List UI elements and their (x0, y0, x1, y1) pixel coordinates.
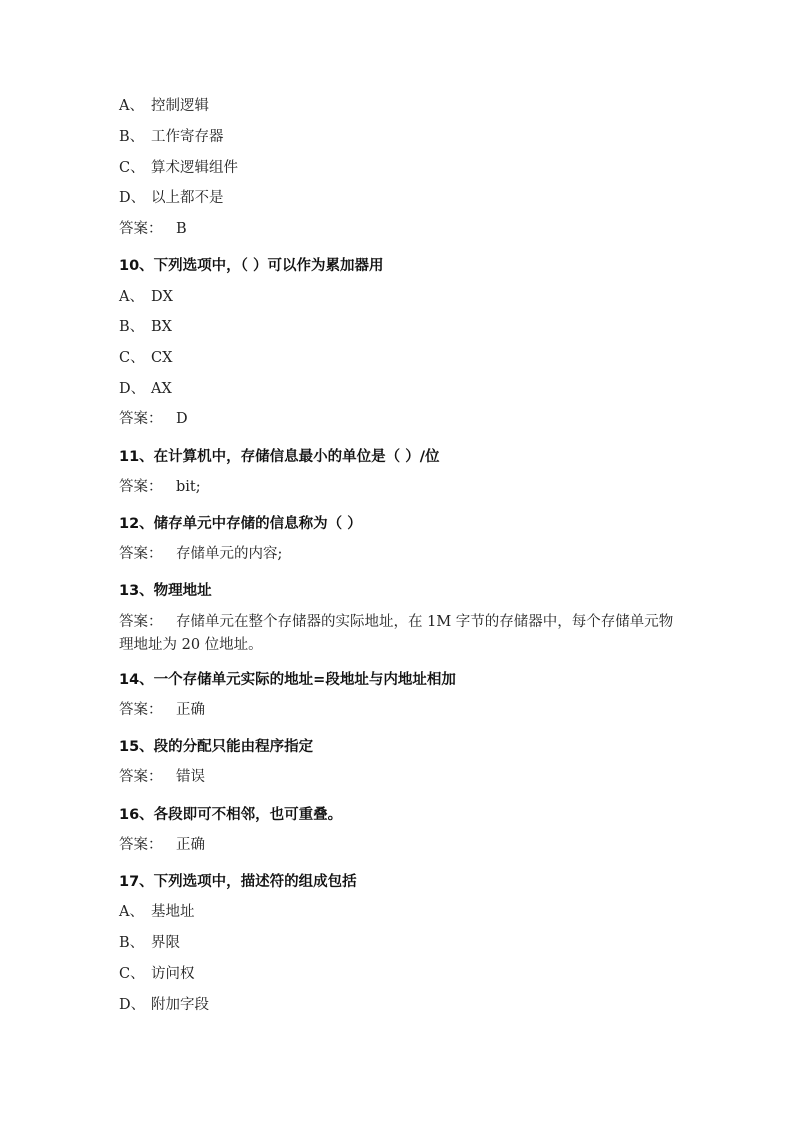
answer (119, 477, 201, 497)
answer (119, 409, 188, 429)
option-label: A、 (119, 289, 144, 305)
option-text: AX (151, 381, 172, 397)
option-label: B、 (119, 319, 145, 335)
option-b (119, 317, 172, 337)
answer (119, 219, 187, 239)
option-label: A、 (119, 904, 144, 920)
option-text: 访问权 (151, 966, 195, 982)
option-b (119, 127, 224, 147)
answer-label: 答案： (119, 221, 163, 237)
question-17: 17、下列选项中，描述符的组成包括 (119, 874, 357, 890)
option-label: C、 (119, 966, 145, 982)
option-c (119, 158, 238, 178)
option-c (119, 964, 195, 984)
option-label: D、 (119, 190, 146, 206)
answer-label: 答案： (119, 837, 163, 853)
answer-label: 答案： (119, 546, 163, 562)
option-a (119, 287, 173, 307)
option-text: BX (151, 319, 172, 335)
option-label: A、 (119, 98, 144, 114)
option-text: DX (151, 289, 173, 305)
option-text: 算术逻辑组件 (151, 160, 238, 176)
answer-label: 答案： (119, 769, 163, 785)
option-a (119, 96, 209, 116)
option-label: D、 (119, 381, 146, 397)
question-10: 10、下列选项中，（ ）可以作为累加器用 (119, 258, 384, 274)
answer-text: bit; (176, 479, 201, 495)
option-d (119, 188, 224, 208)
option-a (119, 902, 195, 922)
answer-label: 答案： (119, 614, 163, 630)
option-b (119, 933, 180, 953)
answer (119, 544, 282, 564)
answer-text: B (176, 221, 187, 237)
answer (119, 700, 205, 720)
answer (119, 835, 205, 855)
question-13: 13、物理地址 (119, 583, 212, 599)
option-text: 附加字段 (151, 997, 209, 1013)
option-text: 工作寄存器 (151, 129, 224, 145)
option-text: 以上都不是 (151, 190, 224, 206)
option-label: C、 (119, 160, 145, 176)
answer-label: 答案： (119, 479, 163, 495)
answer-label: 答案： (119, 702, 163, 718)
answer-label: 答案： (119, 411, 163, 427)
option-text: CX (151, 350, 173, 366)
option-d (119, 995, 209, 1015)
option-label: B、 (119, 129, 145, 145)
question-14: 14、一个存储单元实际的地址=段地址与内地址相加 (119, 672, 456, 688)
option-text: 控制逻辑 (151, 98, 209, 114)
option-d (119, 379, 172, 399)
answer (119, 767, 205, 787)
question-15: 15、段的分配只能由程序指定 (119, 739, 314, 755)
option-text: 基地址 (151, 904, 195, 920)
answer-multiline (119, 611, 679, 657)
option-text: 界限 (151, 935, 180, 951)
option-label: C、 (119, 350, 145, 366)
question-16: 16、各段即可不相邻，也可重叠。 (119, 807, 343, 823)
answer-text: 正确 (176, 837, 205, 853)
answer-text: 存储单元在整个存储器的实际地址，在 1M 字节的存储器中，每个存储单元物理地址为 20 位地址。 (119, 614, 674, 653)
question-12: 12、储存单元中存储的信息称为（ ） (119, 516, 362, 532)
option-label: B、 (119, 935, 145, 951)
answer-text: 存储单元的内容; (176, 546, 283, 562)
answer-text: D (176, 411, 188, 427)
answer-text: 错误 (176, 769, 205, 785)
option-c (119, 348, 172, 368)
question-11: 11、在计算机中，存储信息最小的单位是（ ）/位 (119, 449, 440, 465)
answer-text: 正确 (176, 702, 205, 718)
option-label: D、 (119, 997, 146, 1013)
